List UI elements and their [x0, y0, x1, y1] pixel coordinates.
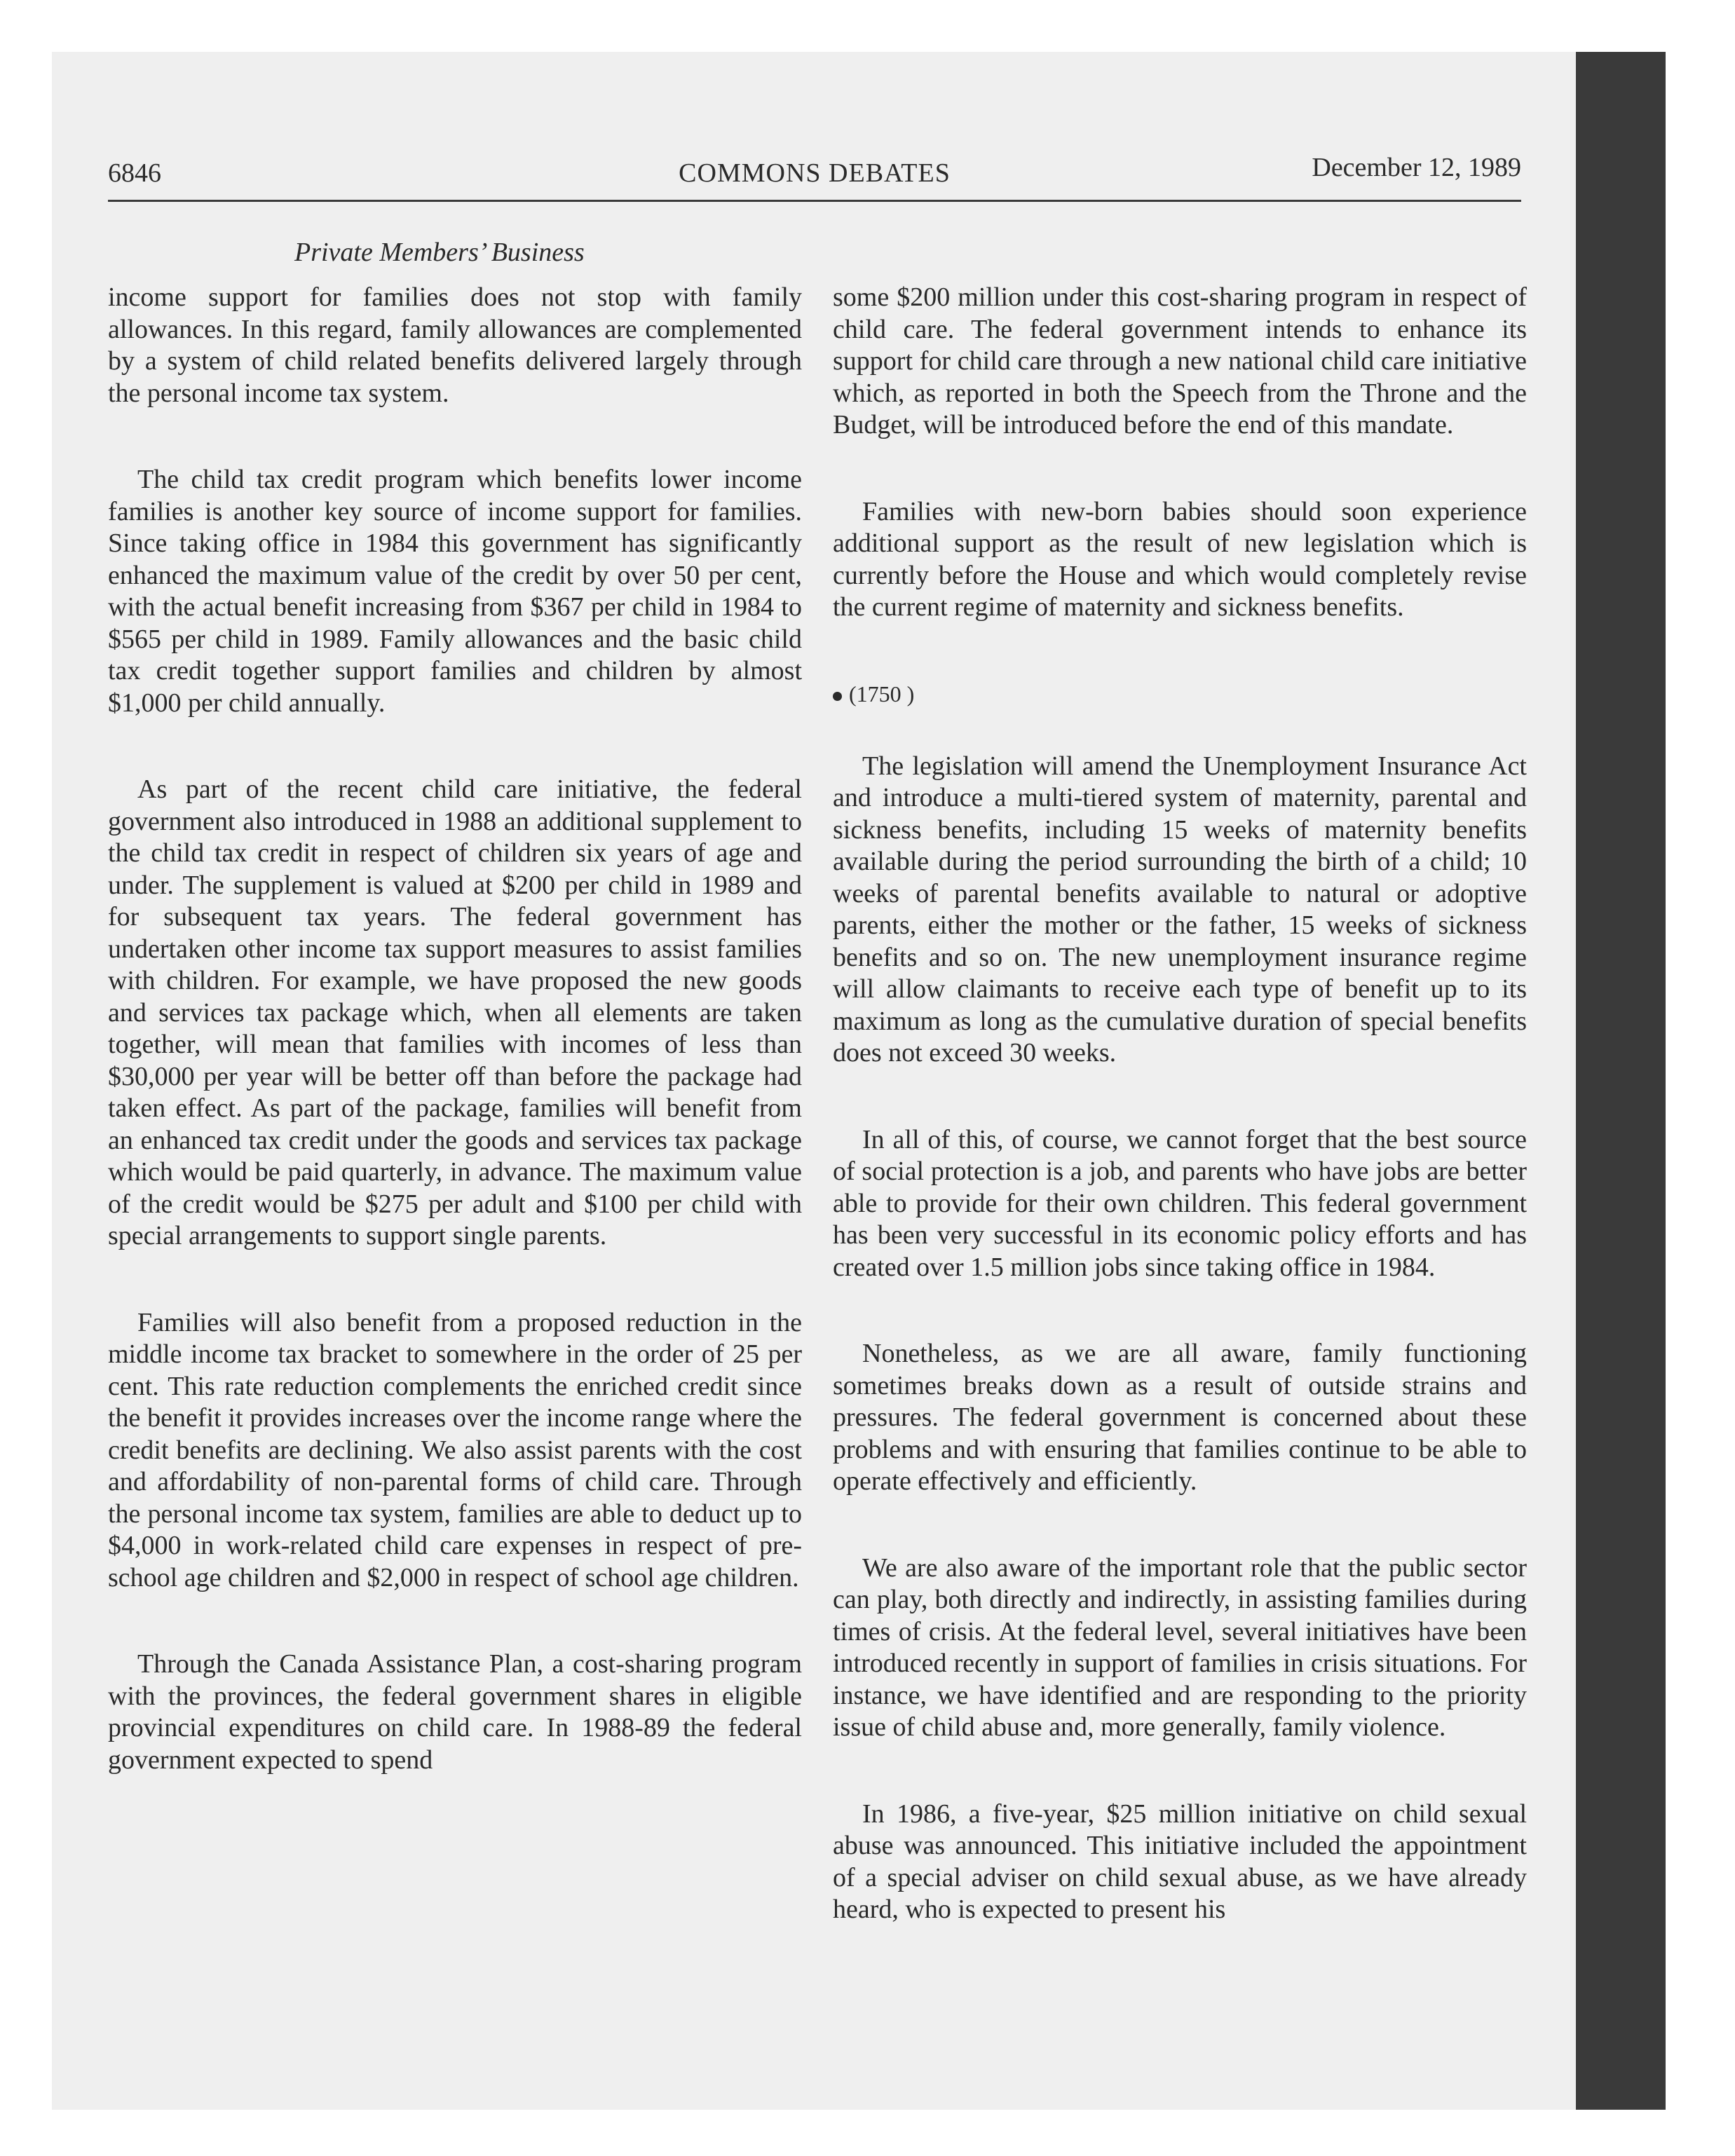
- paragraph: Families will also benefit from a proposed reduction in the middle income tax bracket to somewhere in the order of 25 per cent. This rate reduction complements the enriched credit since the benefit it provides increases over the income range where the credit benefits are declining. We also assist parents with the cost and affordability of non-parental forms of child care. Through the personal income tax system, families are able to deduct up to $4,000 in work-related child care expenses in respect of pre-school age children and $2,000 in respect of school age children.: [108, 1307, 802, 1592]
- page-header: [108, 153, 1521, 198]
- left-column: [108, 282, 802, 1831]
- paragraph: In 1986, a five-year, $25 million initiative on child sexual abuse was announced. This initiative included the appointment of a special adviser on child sexual abuse, as we have already heard, who is expected to present his: [833, 1799, 1527, 1924]
- paragraph: We are also aware of the important role that the public sector can play, both directly and indirectly, in assisting families during times of crisis. At the federal level, several initiatives have been introduced recently in support of families in crisis situations. For instance, we have identified and are responding to the priority issue of child abuse and, more generally, family violence.: [833, 1553, 1527, 1742]
- paragraph: In all of this, of course, we cannot forget that the best source of social protection is a job, and parents who have jobs are better able to provide for their own children. This federal government has been very successful in its economic policy efforts and has created over 1.5 million jobs since taking office in 1984.: [833, 1124, 1527, 1282]
- paragraph: Nonetheless, as we are all aware, family functioning sometimes breaks down as a result of outside strains and pressures. The federal government is concerned about these problems and with ensuring that families continue to be able to operate effectively and efficiently.: [833, 1339, 1527, 1496]
- time-marker: [833, 678, 1527, 710]
- header-rule: [108, 200, 1521, 202]
- page-number: 6846: [108, 158, 161, 188]
- bullet-icon: [833, 692, 842, 701]
- paragraph: As part of the recent child care initiative, the federal government also introduced in 1988 an additional supplement to the child tax credit in respect of children six years of age and under. The supplement is valued at $200 per child in 1989 and for subsequent tax years. The federal government has undertaken other income tax support measures to assist families with children. For example, we have proposed the new goods and services tax package which, when all elements are taken together, will mean that families with incomes of less than $30,000 per year will be better off than before the package had taken effect. As part of the package, families will benefit from an enhanced tax credit under the goods and services tax package which would be paid quarterly, in advance. The maximum value of the credit would be $275 per adult and $100 per child with special arrangements to support single parents.: [108, 775, 802, 1250]
- paragraph: Families with new-born babies should soon experience additional support as the result of new legislation which is currently before the House and which would completely revise the current regime of maternity and sickness benefits.: [833, 496, 1527, 622]
- paragraph: Through the Canada Assistance Plan, a cost-sharing program with the provinces, the federal government shares in eligible provincial expenditures on child care. In 1988-89 the federal government expected to spend: [108, 1649, 802, 1775]
- header-date: December 12, 1989: [1312, 153, 1521, 182]
- paragraph: The child tax credit program which benefits lower income families is another key source of income support for families. Since taking office in 1984 this government has significantly enhanced the maximum value of the credit by over 50 per cent, with the actual benefit increasing from $367 per child in 1984 to $565 per child in 1989. Family allowances and the basic child tax credit together support families and children by almost $1,000 per child annually.: [108, 465, 802, 718]
- right-column: [833, 282, 1527, 1981]
- paragraph: The legislation will amend the Unemployment Insurance Act and introduce a multi-tiered system of maternity, parental and sickness benefits, including 15 weeks of maternity benefits available during the period surrounding the birth of a child; 10 weeks of parental benefits available to natural or adoptive parents, either the mother or the father, 15 weeks of sickness benefits and so on. The new unemployment insurance regime will allow claimants to receive each type of benefit up to its maximum as long as the cumulative duration of special benefits does not exceed 30 weeks.: [833, 751, 1527, 1067]
- paragraph: some $200 million under this cost-sharing program in respect of child care. The federal government intends to enhance its support for child care through a new national child care initiative which, as reported in both the Speech from the Throne and the Budget, will be introduced before the end of this mandate.: [833, 282, 1527, 439]
- paragraph: income support for families does not stop with family allowances. In this regard, family allowances are complemented by a system of child related benefits delivered largely through the personal income tax system.: [108, 282, 802, 408]
- journal-title: COMMONS DEBATES: [679, 158, 951, 188]
- time-marker-text: (1750 ): [849, 681, 915, 707]
- scan-edge-shadow: [1576, 52, 1666, 2110]
- section-title: Private Members’ Business: [294, 238, 585, 267]
